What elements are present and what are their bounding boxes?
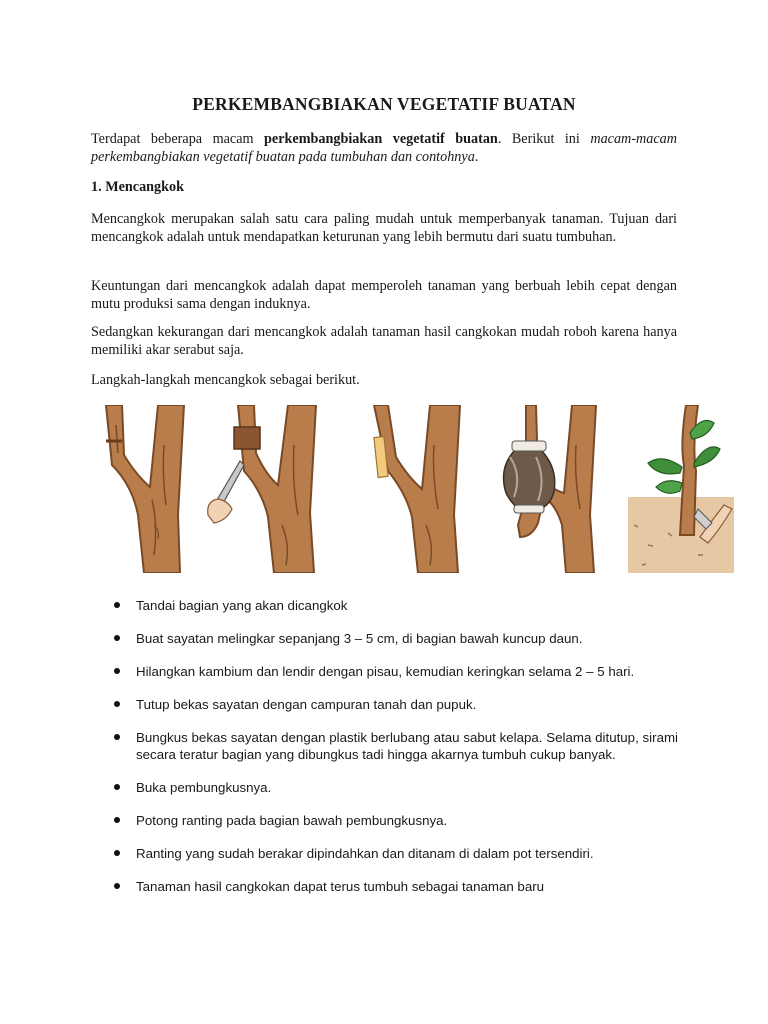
list-item [108,812,678,829]
bullet-icon [114,701,120,707]
intro-text-end: . [474,149,479,165]
step-text: Tutup bekas sayatan dengan campuran tanah dan pupuk. [136,697,477,712]
intro-italic: macam-macam perkembangbiakan vegetatif buatan pada tumbuhan dan contohnya [91,131,678,165]
bullet-icon [114,850,120,856]
bullet-icon [114,635,120,641]
paragraph-advantage: Keuntungan dari mencangkok adalah dapat memperoleh tanaman yang berbuah lebih cepat dengan mutu produksi sama dengan induknya. [91,278,677,312]
illustration-plant-cutting [628,405,734,573]
illustration-mark-branch [92,405,192,573]
paragraph-definition: Mencangkok merupakan salah satu cara paling mudah untuk memperbanyak tanaman. Tujuan dari mencangkok adalah untuk mendapatkan keturunan yang lebih bermutu dari suatu tumbuhan. [91,211,677,245]
steps-list [108,597,678,895]
bullet-icon [114,734,120,740]
bullet-icon [114,784,120,790]
section-heading: 1. Mencangkok [91,179,185,195]
list-item [108,845,678,862]
step-text: Buat sayatan melingkar sepanjang 3 – 5 cm, di bagian bawah kuncup daun. [136,631,583,646]
grafting-illustrations [92,405,734,573]
illustration-wrap-graft [492,405,602,573]
intro-text-1: Terdapat beberapa macam [91,131,265,147]
intro-bold: perkembangbiakan vegetatif buatan [264,131,498,147]
step-text: Buka pembungkusnya. [136,780,272,795]
paragraph-steps-intro: Langkah-langkah mencangkok sebagai berikut. [91,372,360,388]
paragraph-disadvantage: Sedangkan kekurangan dari mencangkok adalah tanaman hasil cangkokan mudah roboh karena hanya memiliki akar serabut saja. [91,324,677,358]
intro-text-2: . Berikut ini [497,131,591,147]
step-text: Bungkus bekas sayatan dengan plastik berlubang atau sabut kelapa. Selama ditutup, sirami secara teratur bagian yang dibungkus tadi hingga akarnya tumbuh cukup banyak. [136,730,678,762]
list-item [108,729,678,763]
step-text: Potong ranting pada bagian bawah pembungkusnya. [136,813,448,828]
step-text: Ranting yang sudah berakar dipindahkan dan ditanam di dalam pot tersendiri. [136,846,594,861]
bullet-icon [114,883,120,889]
bullet-icon [114,817,120,823]
intro-paragraph [91,130,677,166]
step-text: Hilangkan kambium dan lendir dengan pisau, kemudian keringkan selama 2 – 5 hari. [136,664,635,679]
step-text: Tanaman hasil cangkokan dapat terus tumbuh sebagai tanaman baru [136,879,545,894]
list-item [108,779,678,796]
list-item [108,663,678,680]
illustration-strip-cambium [368,405,468,573]
page-title: PERKEMBANGBIAKAN VEGETATIF BUATAN [192,94,576,114]
bullet-icon [114,602,120,608]
list-item [108,597,678,614]
list-item [108,696,678,713]
step-text: Tandai bagian yang akan dicangkok [136,598,348,613]
bullet-icon [114,668,120,674]
list-item [108,630,678,647]
list-item [108,878,678,895]
illustration-cut-bark [204,405,334,573]
